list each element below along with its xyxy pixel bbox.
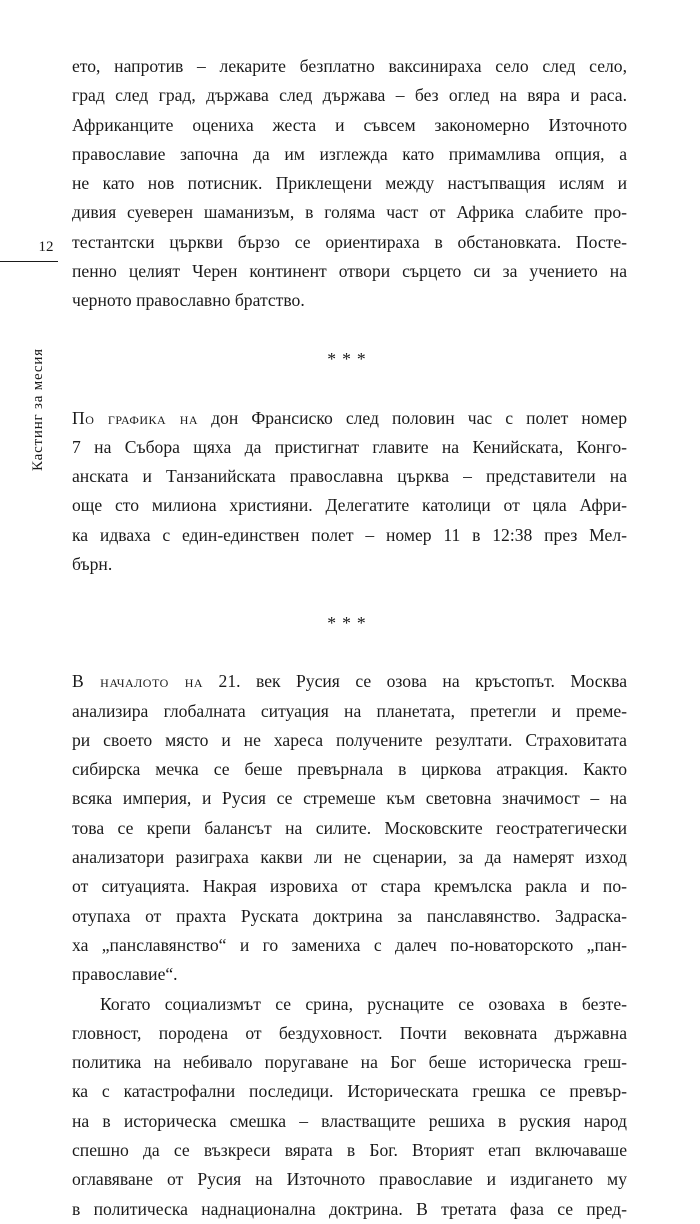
section-separator: *** [327, 348, 372, 369]
paragraph-2 [72, 404, 627, 580]
text-line: от ситуацията. Накрая изровиха от стара кремълска ракла и по- [72, 876, 627, 897]
text-line: град след град, държава след държава – без оглед на вяра и раса. [72, 85, 627, 106]
text-line: още сто милиона християни. Делегатите католици от цяла Афри- [72, 495, 627, 516]
text-line: ка с катастрофални последици. Историческата грешка се превър- [72, 1081, 627, 1102]
paragraph-1 [72, 52, 627, 316]
text-line [72, 667, 627, 696]
text-line: това се крепи балансът на силите. Московските геостратегически [72, 817, 627, 838]
text-fragment: 21. век Русия се озова на кръстопът. Москва [203, 671, 628, 692]
text-line: тестантски църкви бързо се ориентираха в обстановката. Посте- [72, 231, 627, 252]
text-line: 7 на Събора щяха да пристигнат главите на Кенийската, Конго- [72, 436, 627, 457]
spacer [72, 638, 627, 667]
text-line: на в историческа смешка – властващите решиха в руския народ [72, 1110, 627, 1131]
text-line: политика на небивало поругаване на Бог беше историческа греш- [72, 1052, 627, 1073]
spacer [72, 579, 627, 608]
text-line: пенно целият Черен континент отвори сърцето си за учението на [72, 261, 627, 282]
text-line: ето, напротив – лекарите безплатно ваксинираха село след село, [72, 56, 627, 76]
text-fragment: дон Франсиско след половин час с полет номер [198, 407, 628, 428]
text-line: ха „панславянство“ и го замениха с далеч по-новаторското „пан- [72, 934, 627, 955]
text-line: гловност, породена от бездуховност. Почти вековната държавна [72, 1022, 627, 1043]
text-line: анската и Танзанийската православна църква – представители на [72, 466, 627, 487]
paragraph-3 [72, 667, 627, 989]
text-line: Когато социализмът се срина, руснаците се озоваха в безте- [100, 993, 627, 1014]
text-line: бърн. [72, 554, 113, 575]
paragraph-4 [72, 990, 627, 1224]
text-line: в политическа наднационална доктрина. В третата фаза се пред- [72, 1198, 627, 1219]
text-line: оглавяване от Русия на Източното православие и издигането му [72, 1169, 627, 1190]
spacer [72, 374, 627, 403]
spacer [72, 316, 627, 345]
section-lead-in: По графика на [72, 407, 199, 428]
section-separator: *** [327, 612, 372, 633]
running-head-rule [0, 261, 58, 262]
text-line: дивия суеверен шаманизъм, в голяма част от Африка слабите про- [72, 202, 627, 223]
page-number: 12 [38, 239, 54, 255]
running-head-container [30, 266, 54, 471]
text-line: сибирска мечка се беше превърнала в циркова атракция. Както [72, 759, 627, 780]
text-line: православие“. [72, 964, 178, 985]
running-head: Кастинг за месия [30, 348, 46, 471]
text-line: черното православно братство. [72, 290, 305, 311]
text-line: спешно да се възкреси вярата в Бог. Вторият етап включаваше [72, 1139, 627, 1160]
text-line: не като нов потисник. Приклещени между настъпващия ислям и [72, 173, 627, 194]
body-text [72, 52, 627, 1224]
text-line: Африканците оцениха жеста и съвсем закономерно Източното [72, 114, 627, 135]
section-lead-in: В началото на [72, 671, 204, 692]
text-line: всяка империя, и Русия се стремеше към световна значимост – на [72, 788, 627, 809]
text-line: анализатори разиграха какви ли не сценарии, за да намерят изход [72, 847, 627, 868]
text-line: отупаха от прахта Руската доктрина за панславянство. Задраска- [72, 905, 627, 926]
text-line [72, 404, 627, 433]
text-line: ри своето място и не хареса получените резултати. Страховитата [72, 729, 627, 750]
text-line: анализира глобалната ситуация на планетата, претегли и преме- [72, 700, 627, 721]
text-line: ка идваха с един-единствен полет – номер 11 в 12:38 през Мел- [72, 524, 627, 545]
text-line: православие започна да им изглежда като примамлива опция, а [72, 143, 627, 164]
